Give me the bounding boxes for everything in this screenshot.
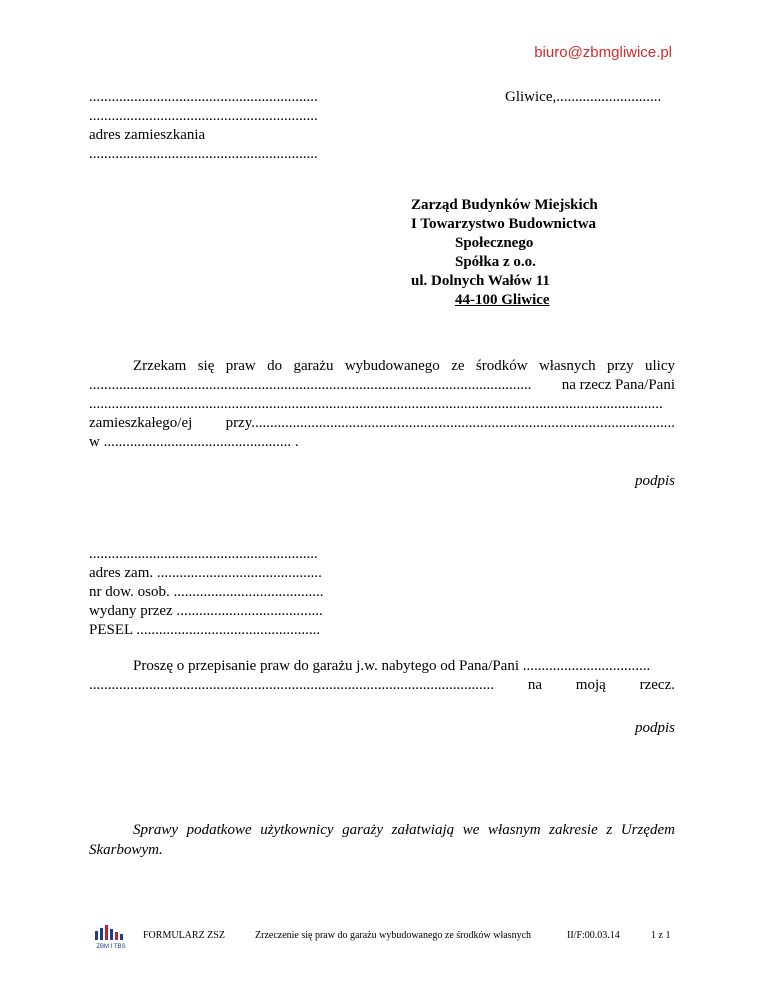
- word: środków: [475, 358, 528, 374]
- logo-text: ZBM I TBS: [96, 944, 126, 950]
- signature-label-2: podpis: [634, 720, 675, 736]
- word: ze: [451, 358, 465, 374]
- dotted-field: przy.................................................................................................................: [225, 415, 675, 431]
- word: garażu: [293, 358, 334, 374]
- word: Zrzekam: [133, 358, 187, 374]
- footer-page-number: 1 z 1: [651, 930, 671, 941]
- word: przy: [606, 358, 634, 374]
- word: rzecz.: [639, 677, 675, 693]
- footer-form-code: FORMULARZ ZSZ: [143, 930, 225, 941]
- place-date: Gliwice,............................: [505, 89, 662, 105]
- sender-block: [89, 88, 318, 164]
- word: moją: [575, 677, 606, 693]
- word: ulicy: [645, 358, 675, 374]
- tax-note: [89, 820, 675, 860]
- word: praw: [225, 358, 256, 374]
- sender-line-3: .............................................................: [89, 146, 318, 162]
- waiver-line-1: [89, 357, 675, 376]
- sender-line-2: .............................................................: [89, 108, 318, 124]
- applicant-name-line: .............................................................: [89, 546, 318, 562]
- word: wybudowanego: [344, 358, 440, 374]
- waiver-line-4: [89, 414, 675, 433]
- word: własnych: [538, 358, 596, 374]
- zbm-logo: [89, 922, 133, 952]
- applicant-form: [89, 545, 323, 640]
- waiver-line-3: .........................................................................................................................................................: [89, 396, 663, 412]
- word: do: [267, 358, 283, 374]
- footer-form-title: Zrzeczenie się praw do garażu wybudowanego ze środków własnych: [255, 930, 532, 941]
- waiver-paragraph: [89, 357, 675, 452]
- applicant-pesel: PESEL .................................................: [89, 622, 321, 638]
- request-paragraph: [89, 657, 675, 695]
- footer: [89, 920, 679, 952]
- request-line-2: [89, 676, 675, 695]
- recipient-street: ul. Dolnych Wałów 11: [411, 273, 550, 289]
- sender-name-line: .............................................................: [89, 89, 318, 105]
- recipient-line-1: Zarząd Budynków Miejskich: [411, 197, 598, 213]
- recipient-line-3: Społecznego: [455, 235, 534, 251]
- waiver-line-2: [89, 376, 675, 395]
- footer-doc-number: II/F:00.03.14: [567, 930, 620, 941]
- signature-label-1: podpis: [634, 473, 675, 489]
- waiver-line-5: w .................................................. .: [89, 434, 299, 450]
- applicant-issued-by: wydany przez .......................................: [89, 603, 323, 619]
- request-line-1: Proszę o przepisanie praw do garażu j.w. nabytego od Pana/Pani ..................................: [133, 658, 651, 674]
- applicant-address: adres zam. ............................................: [89, 565, 322, 581]
- word: na: [527, 677, 542, 693]
- word: się: [197, 358, 215, 374]
- sender-address-label: adres zamieszkania: [89, 127, 206, 143]
- dotted-field: ............................................................................................................: [89, 677, 494, 693]
- word: zamieszkałego/ej: [89, 415, 193, 431]
- dotted-field: ......................................................................................................................: [89, 377, 532, 393]
- applicant-id-number: nr dow. osob. ........................................: [89, 584, 324, 600]
- zbm-logo-icon: [89, 922, 133, 952]
- recipient-line-4: Spółka z o.o.: [455, 254, 536, 270]
- tax-note-text: Sprawy podatkowe użytkownicy garaży załatwiają we własnym zakresie z Urzędem Skarbowym.: [89, 822, 675, 858]
- word: na rzecz Pana/Pani: [561, 377, 675, 393]
- header-email: biuro@zbmgliwice.pl: [534, 44, 672, 61]
- recipient-line-2: I Towarzystwo Budownictwa: [411, 216, 597, 232]
- recipient-city: 44-100 Gliwice: [455, 292, 550, 308]
- recipient-block: [411, 196, 598, 310]
